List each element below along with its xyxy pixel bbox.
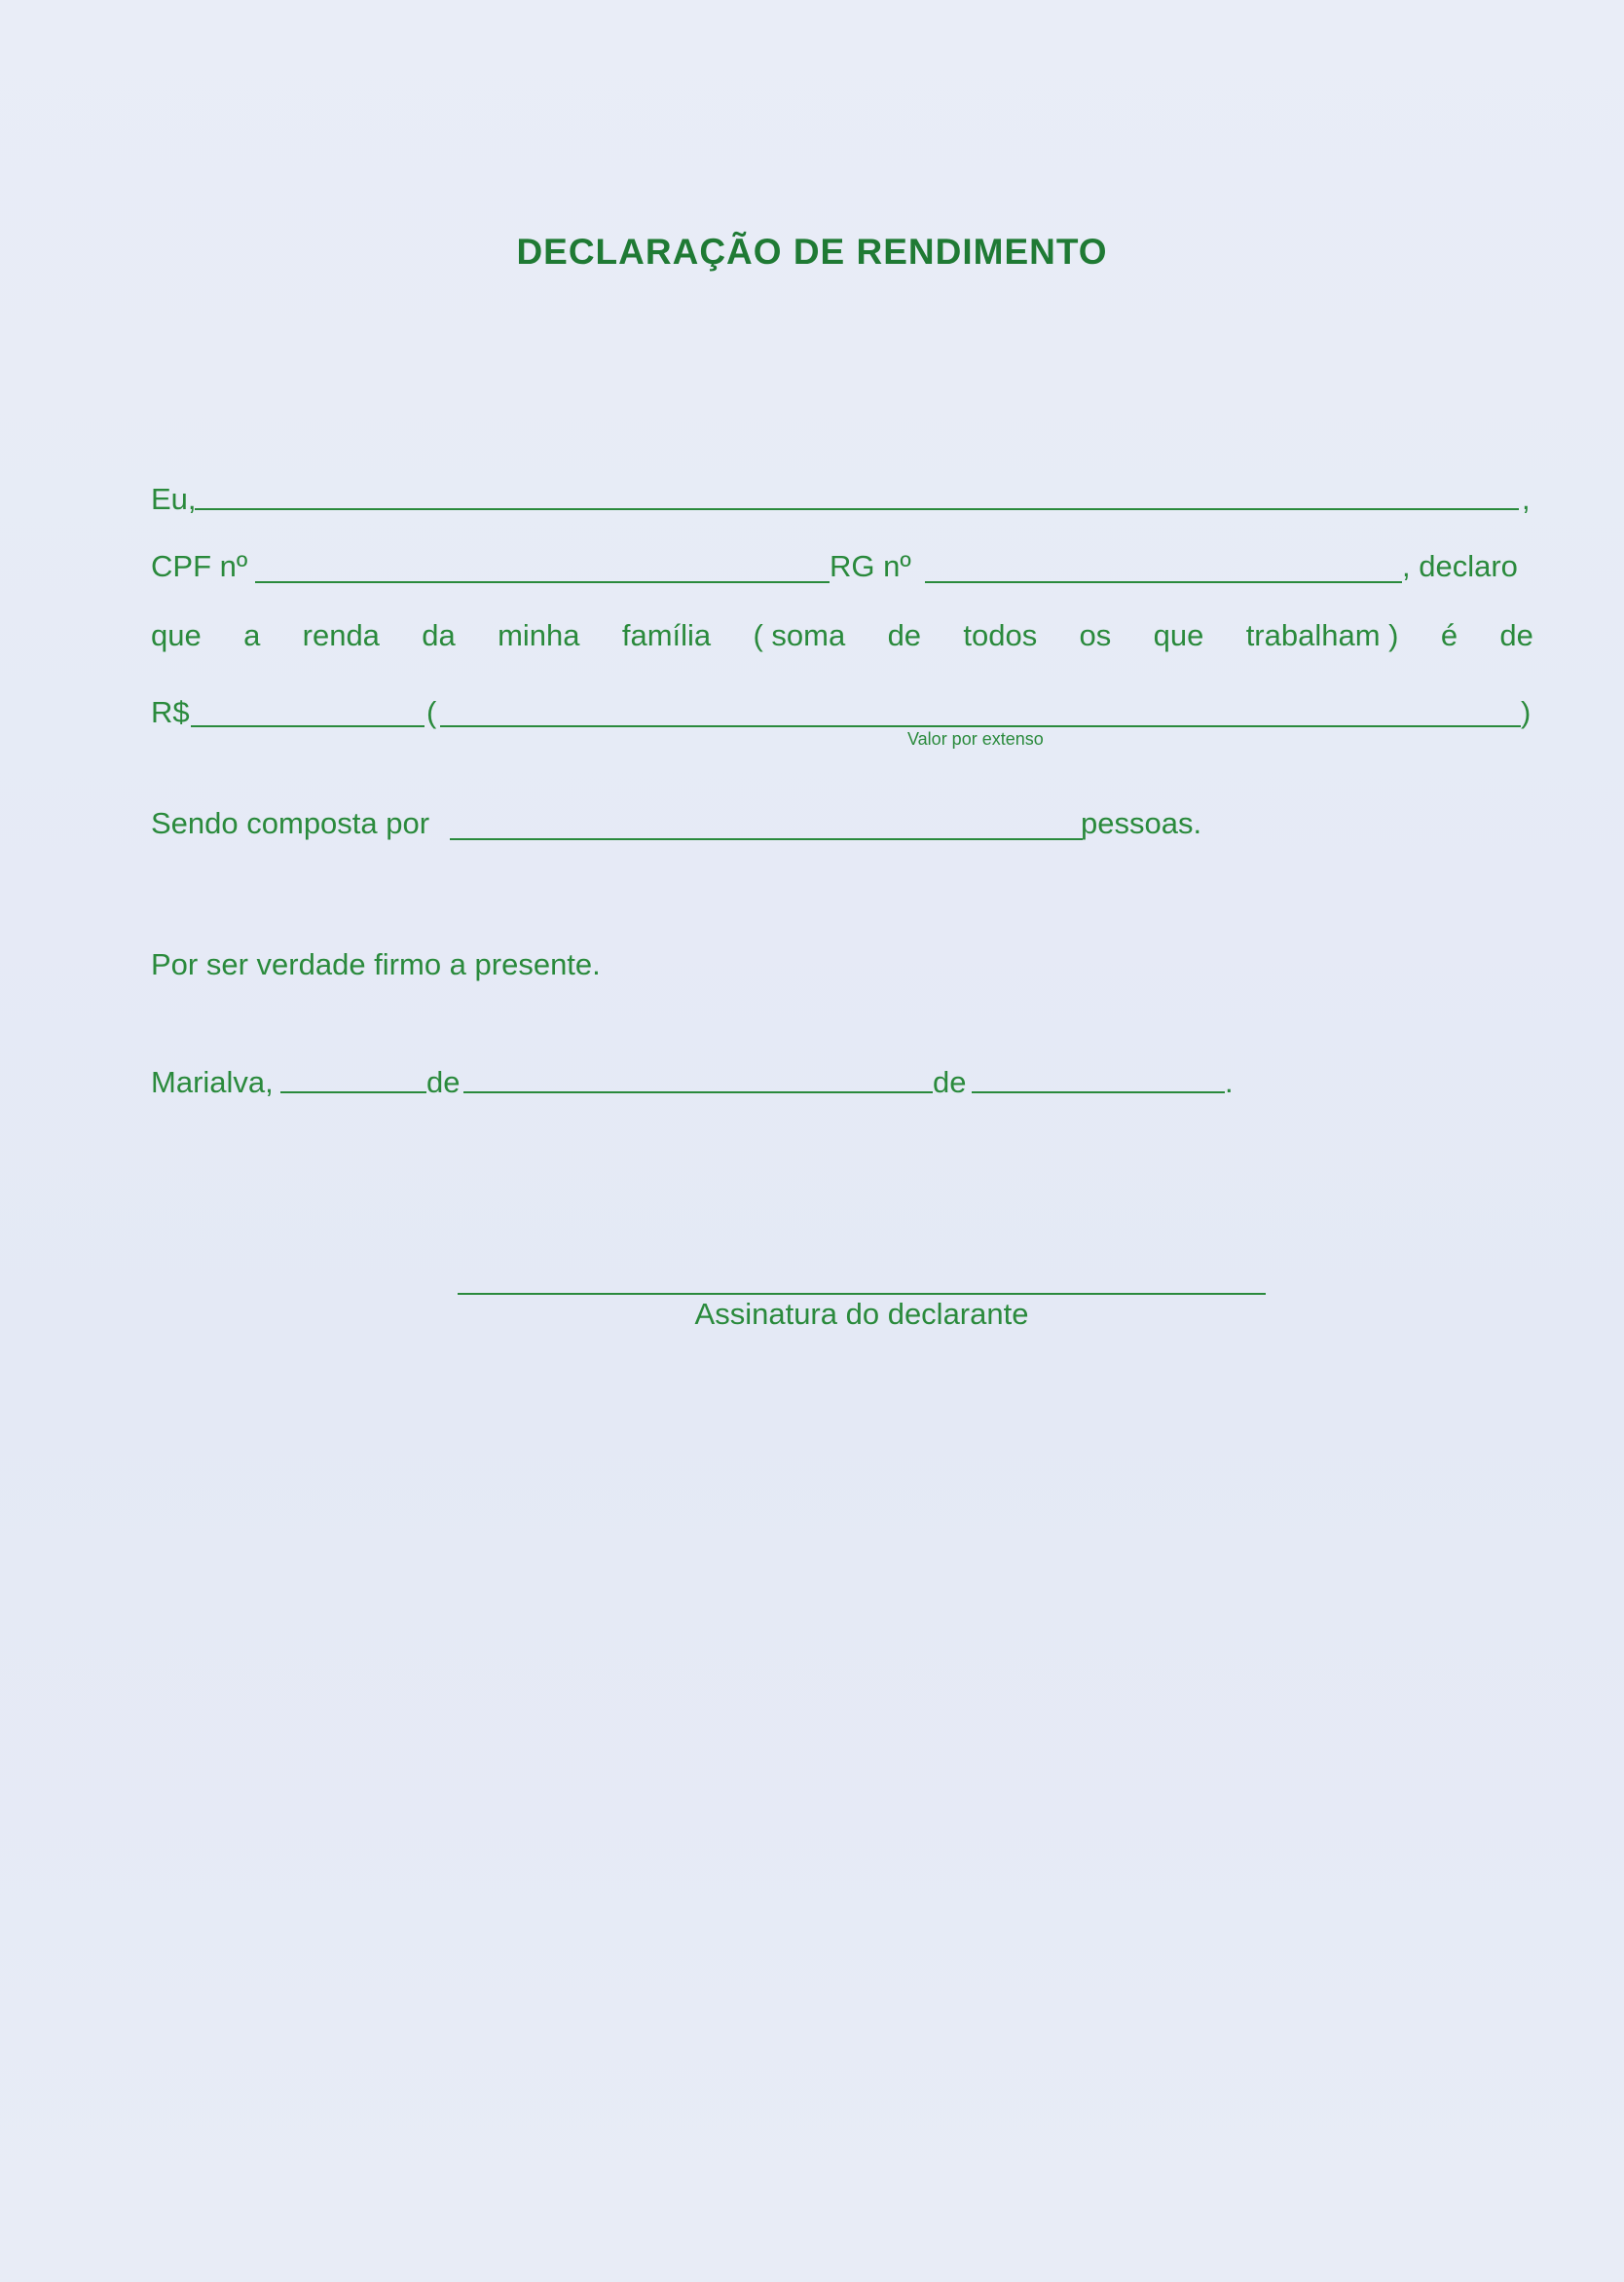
valor-extenso-line[interactable]	[440, 725, 1521, 727]
period: .	[1225, 1065, 1234, 1099]
paren-close: )	[1521, 695, 1532, 729]
pessoas-text: pessoas.	[1081, 806, 1202, 840]
cidade-label: Marialva,	[151, 1065, 274, 1099]
de-1: de	[426, 1065, 461, 1099]
rg-field-line[interactable]	[925, 581, 1402, 583]
cpf-field-line[interactable]	[255, 581, 830, 583]
name-field-line[interactable]	[195, 508, 1519, 510]
word: a	[243, 618, 261, 652]
word: os	[1079, 618, 1112, 652]
word: minha	[498, 618, 580, 652]
word: de	[887, 618, 922, 652]
cpf-label: CPF nº	[151, 549, 248, 583]
word: da	[422, 618, 456, 652]
valor-extenso-caption: Valor por extenso	[907, 729, 1044, 749]
rg-label: RG nº	[830, 549, 911, 583]
day-field-line[interactable]	[280, 1091, 426, 1093]
paren-open: (	[426, 695, 437, 729]
rs-label: R$	[151, 695, 190, 729]
word: ( soma	[753, 618, 846, 652]
word: trabalham )	[1245, 618, 1399, 652]
de-2: de	[933, 1065, 967, 1099]
renda-sentence	[151, 620, 1533, 650]
year-field-line[interactable]	[972, 1091, 1225, 1093]
word: que	[1153, 618, 1204, 652]
declaro-text: , declaro	[1402, 549, 1518, 583]
eu-label: Eu,	[151, 482, 197, 516]
pessoas-field-line[interactable]	[450, 838, 1083, 840]
word: que	[151, 618, 202, 652]
verdade-text: Por ser verdade firmo a presente.	[151, 947, 601, 981]
month-field-line[interactable]	[463, 1091, 933, 1093]
signature-caption: Assinatura do declarante	[694, 1297, 1029, 1331]
word: é	[1440, 618, 1458, 652]
signature-line[interactable]	[458, 1293, 1266, 1295]
word: de	[1499, 618, 1533, 652]
eu-comma: ,	[1522, 482, 1531, 516]
word: renda	[302, 618, 380, 652]
composta-label: Sendo composta por	[151, 806, 430, 840]
word: todos	[963, 618, 1038, 652]
document-title: DECLARAÇÃO DE RENDIMENTO	[516, 232, 1108, 272]
word: família	[621, 618, 712, 652]
rs-value-line[interactable]	[191, 725, 424, 727]
